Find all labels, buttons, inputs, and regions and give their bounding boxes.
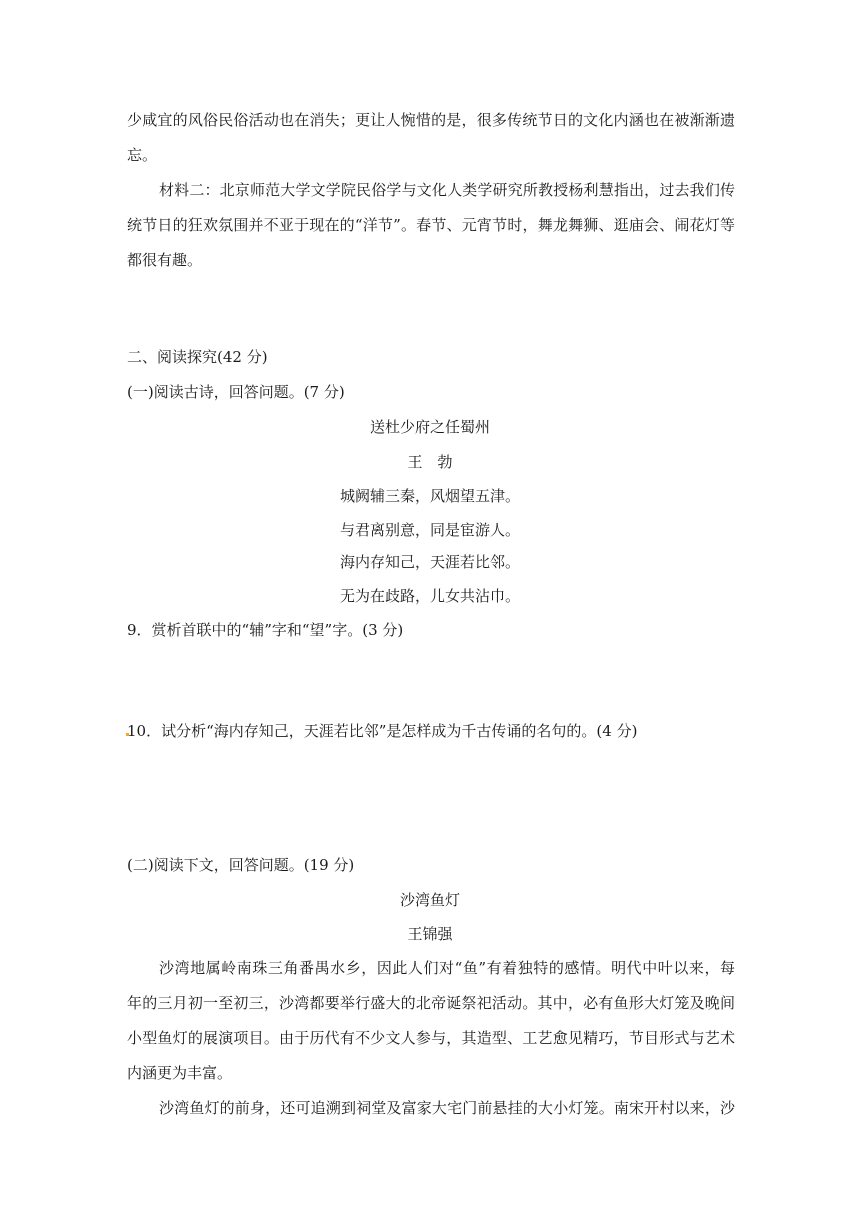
poem-line: 与君离别意，同是宦游人。 bbox=[339, 521, 520, 539]
article-paragraph-line: 年的三月初一至初三，沙湾都要举行盛大的北帝诞祭祀活动。其中，必有鱼形大灯笼及晚间 bbox=[127, 994, 735, 1012]
poem-line: 海内存知己，天涯若比邻。 bbox=[339, 553, 520, 571]
poem-line: 城阙辅三秦，风烟望五津。 bbox=[339, 487, 520, 505]
part1-heading: (一)阅读古诗，回答问题。(7 分) bbox=[127, 383, 345, 401]
poem-author: 王 勃 bbox=[407, 453, 453, 471]
material2-line3: 都很有趣。 bbox=[127, 251, 203, 269]
material2-line1: 材料二：北京师范大学文学院民俗学与文化人类学研究所教授杨利慧指出，过去我们传 bbox=[159, 181, 735, 199]
article-paragraph-line: 沙湾地属岭南珠三角番禺水乡，因此人们对“鱼”有着独特的感情。明代中叶以来，每 bbox=[159, 959, 735, 977]
article-title: 沙湾鱼灯 bbox=[399, 891, 460, 909]
article-paragraph-line: 沙湾鱼灯的前身，还可追溯到祠堂及富家大宅门前悬挂的大小灯笼。南宋开村以来，沙 bbox=[159, 1099, 735, 1117]
question-9: 9．赏析首联中的“辅”字和“望”字。(3 分) bbox=[127, 621, 404, 639]
question-10: 10．试分析“海内存知己，天涯若比邻”是怎样成为千古传诵的名句的。(4 分) bbox=[127, 722, 638, 740]
material2-line2: 统节日的狂欢氛围并不亚于现在的“洋节”。春节、元宵节时，舞龙舞狮、逛庙会、闹花灯等 bbox=[127, 216, 735, 234]
article-author: 王锦强 bbox=[407, 925, 453, 943]
article-paragraph-line: 内涵更为丰富。 bbox=[127, 1064, 233, 1082]
part2-heading: (二)阅读下文，回答问题。(19 分) bbox=[127, 856, 355, 874]
section-heading: 二、阅读探究(42 分) bbox=[127, 348, 268, 366]
material1-line2: 忘。 bbox=[127, 146, 158, 164]
poem-title: 送杜少府之任蜀州 bbox=[369, 418, 490, 436]
article-paragraph-line: 小型鱼灯的展演项目。由于历代有不少文人参与，其造型、工艺愈见精巧，节目形式与艺术 bbox=[127, 1029, 735, 1047]
poem-line: 无为在歧路，儿女共沾巾。 bbox=[339, 587, 520, 605]
material1-line1: 少咸宜的风俗民俗活动也在消失；更让人惋惜的是，很多传统节日的文化内涵也在被渐渐遗 bbox=[127, 111, 735, 129]
